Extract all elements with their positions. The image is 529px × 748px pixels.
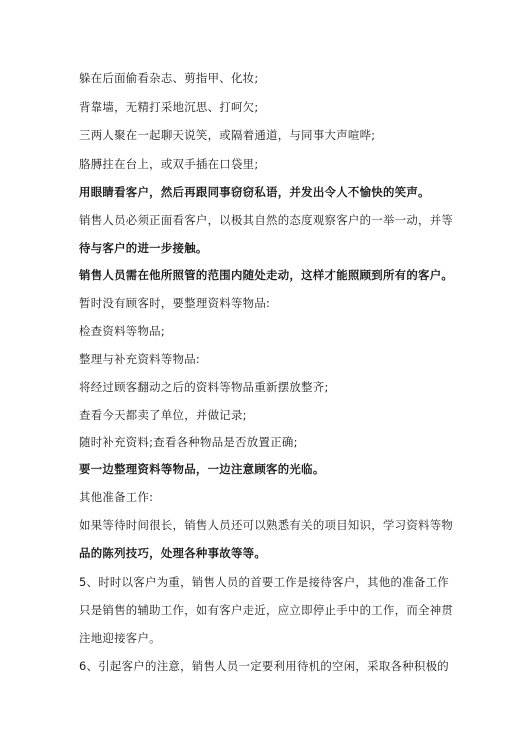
text-line: 只是销售的辅助工作，如有客户走近，应立即停止手中的工作，而全神贯 <box>79 603 454 617</box>
text-line: 待与客户的进一步接触。 <box>79 241 208 255</box>
text-line: 随时补充资料;查看各种物品是否放置正确; <box>79 435 298 449</box>
text-line: 检查资料等物品; <box>79 324 165 338</box>
text-line: 用眼睛看客户，然后再跟同事窃窃私语，并发出令人不愉快的笑声。 <box>79 185 430 199</box>
text-line: 查看今天都卖了单位，并做记录; <box>79 408 247 422</box>
text-line: 胳膊拄在台上，或双手插在口袋里; <box>79 157 259 171</box>
text-line: 暂时没有顾客时，要整理资料等物品: <box>79 296 271 310</box>
text-line: 整理与补充资料等物品: <box>79 352 201 366</box>
text-line: 如果等待时间很长，销售人员还可以熟悉有关的项目知识，学习资料等物 <box>79 518 454 532</box>
text-line: 销售人员需在他所照管的范围内随处走动，这样才能照顾到所有的客户。 <box>79 268 454 282</box>
text-line: 背靠墙，无精打采地沉思、打呵欠; <box>79 100 259 114</box>
text-line: 注地迎接客户。 <box>79 631 161 645</box>
text-line: 其他准备工作: <box>79 490 154 504</box>
text-line: 躲在后面偷看杂志、剪指甲、化妆; <box>79 71 259 85</box>
text-line: 销售人员必须正面看客户，以极其自然的态度观察客户的一举一动，并等 <box>79 213 454 227</box>
text-line: 6、引起客户的注意，销售人员一定要利用待机的空闲，采取各种积极的 <box>79 659 449 673</box>
text-line: 三两人聚在一起聊天说笑，或隔着通道，与同事大声喧哗; <box>79 128 376 142</box>
text-line: 品的陈列技巧，处理各种事故等等。 <box>79 546 267 560</box>
text-line: 5、时时以客户为重，销售人员的首要工作是接待客户，其他的准备工作 <box>79 575 449 589</box>
text-line: 将经过顾客翻动之后的资料等物品重新摆放整齐; <box>79 380 329 394</box>
text-line: 要一边整理资料等物品，一边注意顾客的光临。 <box>79 462 325 476</box>
